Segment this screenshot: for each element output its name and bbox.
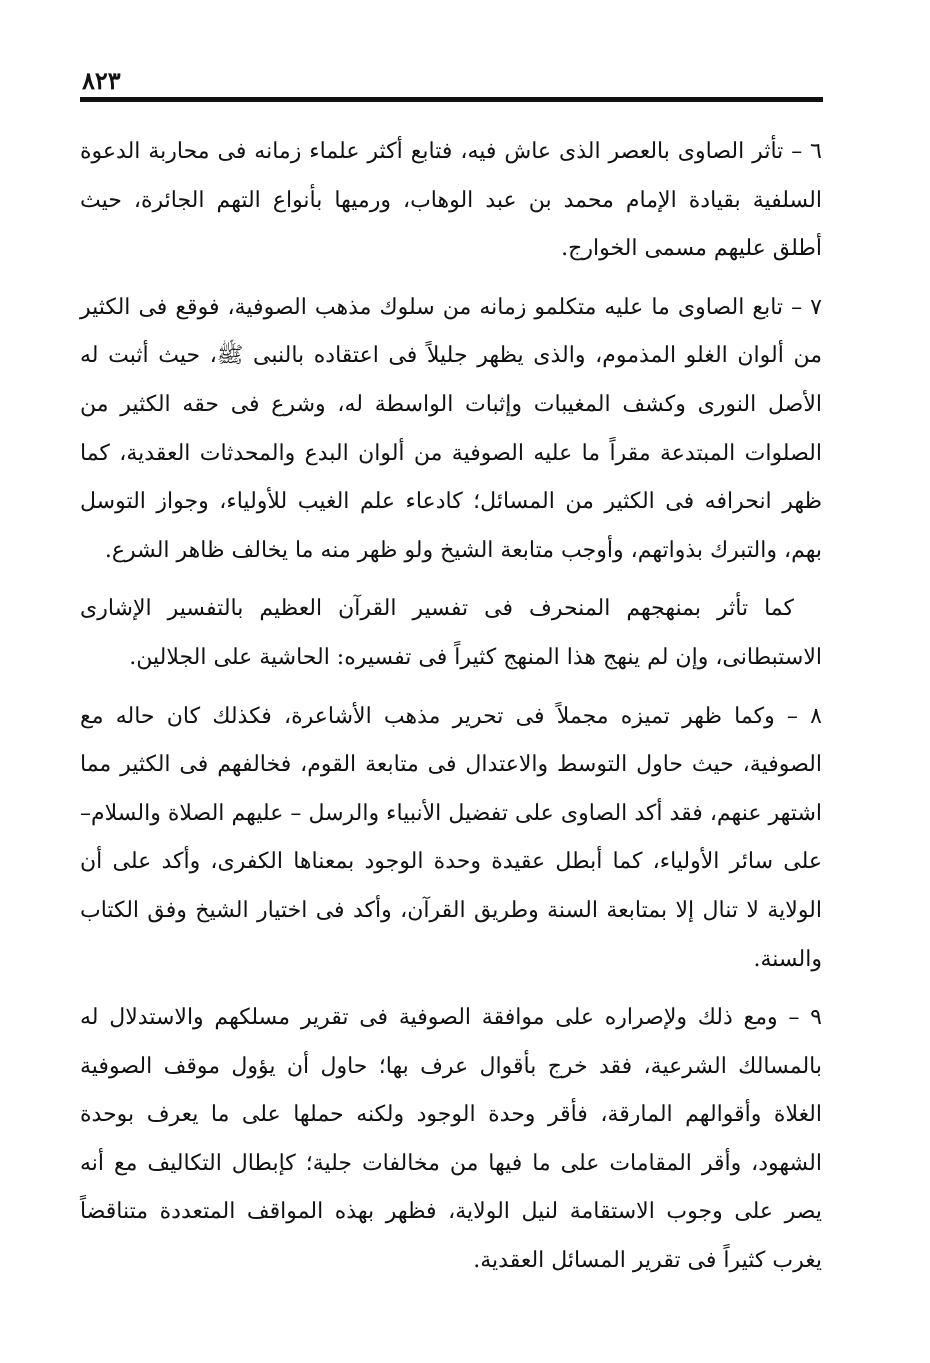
paragraph-point-9: ٩ – ومع ذلك ولإصراره على موافقة الصوفية فى تقرير مسلكهم والاستدلال له بالمسالك الشرعية، فقد خرج بأقوال عرف بها؛ حاول أن يؤول موقف الصوفية الغلاة وأقوالهم المارقة، فأقر وحدة الوجود ولكنه حملها على ما يعرف بوحدة الشهود، وأقر المقامات على ما فيها من مخالفات جلية؛ كإبطال التكاليف مع أنه يصر على وجوب الاستقامة لنيل الولاية، فظهر بهذه المواقف المتعددة متناقضاً يغرب كثيراً فى تقرير المسائل العقدية.: [80, 1005, 822, 1274]
paragraph-tafsir-note: كما تأثر بمنهجهم المنحرف فى تفسير القرآن العظيم بالتفسير الإشارى الاستبطانى، وإن لم ينهج هذا المنهج كثيراً فى تفسيره: الحاشية على الجلالين.: [80, 596, 822, 670]
paragraph-point-6: ٦ – تأثر الصاوى بالعصر الذى عاش فيه، فتابع أكثر علماء زمانه فى محاربة الدعوة السلفية بقيادة الإمام محمد بن عبد الوهاب، ورميها بأنواع التهم الجائرة، حيث أطلق عليهم مسمى الخوارج.: [80, 139, 822, 262]
page-body: [80, 128, 822, 1296]
page-number: ٨٢٣: [82, 66, 121, 95]
header-rule: [80, 97, 823, 102]
paragraph-point-8: ٨ – وكما ظهر تميزه مجملاً فى تحرير مذهب الأشاعرة، فكذلك كان حاله مع الصوفية، حيث حاول التوسط والاعتدال فى متابعة القوم، فخالفهم فى الكثير مما اشتهر عنهم، فقد أكد الصاوى على تفضيل الأنبياء والرسل – عليهم الصلاة والسلام– على سائر الأولياء، كما أبطل عقيدة وحدة الوجود بمعناها الكفرى، وأكد على أن الولاية لا تنال إلا بمتابعة السنة وطريق القرآن، وأكد فى اختيار الشيخ وفق الكتاب والسنة.: [80, 703, 822, 972]
paragraph-point-7: ٧ – تابع الصاوى ما عليه متكلمو زمانه من سلوك مذهب الصوفية، فوقع فى الكثير من ألوان الغلو المذموم، والذى يظهر جليلاً فى اعتقاده بالنبى ﷺ، حيث أثبت له الأصل النورى وكشف المغيبات وإثبات الواسطة له، وشرع فى حقه الكثير من الصلوات المبتدعة مقراً ما عليه الصوفية من ألوان البدع والمحدثات العقدية، كما ظهر انحرافه فى الكثير من المسائل؛ كادعاء علم الغيب للأولياء، وجواز التوسل بهم، والتبرك بذواتهم، وأوجب متابعة الشيخ ولو ظهر منه ما يخالف ظاهر الشرع.: [80, 294, 822, 563]
